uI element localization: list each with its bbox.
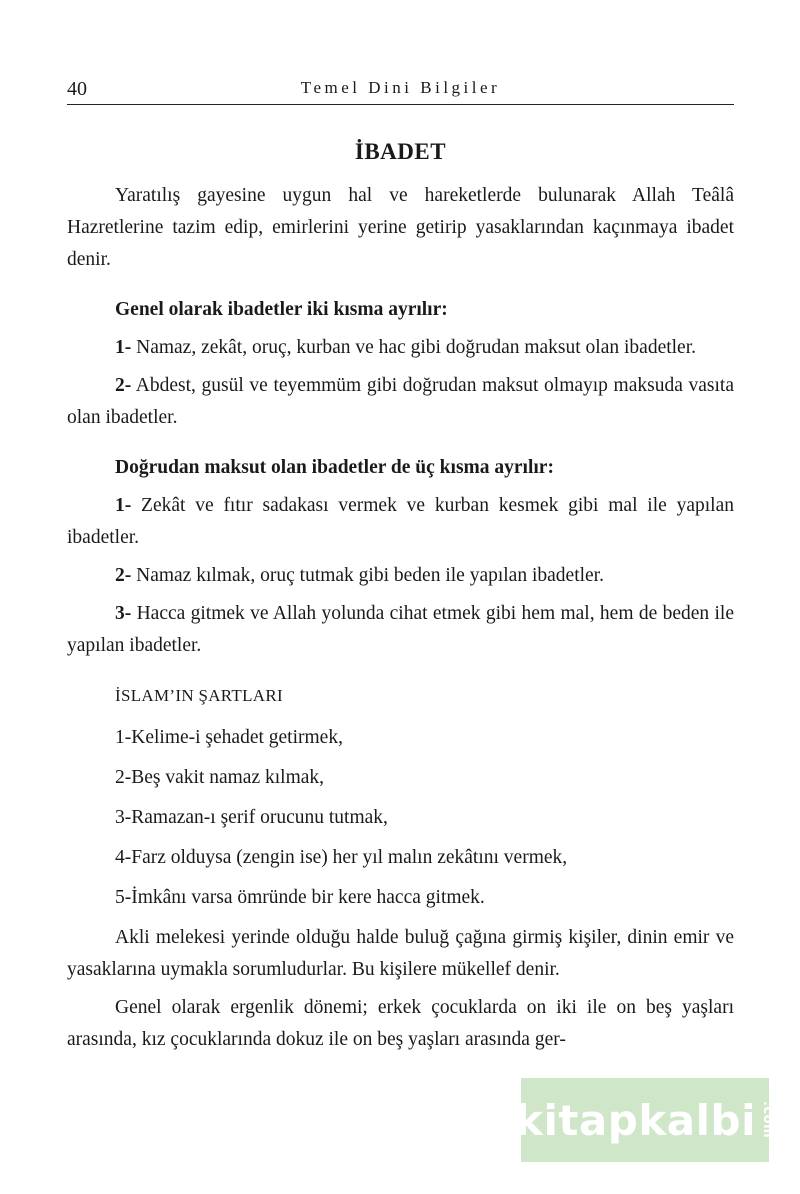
item-text: Zekât ve fıtır sadakası vermek ve kurban kesmek gibi mal ile yapılan ibadetler. [67,495,734,548]
page-number: 40 [67,78,87,100]
ergenlik-paragraph: Genel olarak ergenlik dönemi; erkek çocuklarda on iki ile on beş yaşları arasında, kız çocuklarında dokuz ile on beş yaşları arasında ger- [67,997,734,1050]
item-number: 2- [115,565,132,586]
watermark-text: kitapkalbi [515,1095,756,1145]
section3-heading: İSLAM’IN ŞARTLARI [115,686,283,705]
intro-paragraph: Yaratılış gayesine uygun hal ve hareketlerde bulunarak Allah Teâlâ Hazretlerine tazim edip, emirlerini yerine getirip yasaklarından kaçınmaya ibadet denir. [67,185,734,270]
watermark-suffix: .com [759,1101,775,1139]
item-number: 2- [115,375,132,396]
item-text: Namaz, zekât, oruç, kurban ve hac gibi doğrudan maksut olan ibadetler. [131,337,697,358]
section2-item [67,490,734,554]
section2-item [67,598,734,662]
section2-item [67,560,734,592]
running-title: Temel Dini Bilgiler [300,78,501,97]
list-item: 1-Kelime-i şehadet getirmek, [115,727,343,748]
item-number: 3- [115,603,132,624]
item-number: 1- [115,337,132,358]
list-item: 3-Ramazan-ı şerif orucunu tutmak, [115,807,388,828]
section1-heading: Genel olarak ibadetler iki kısma ayrılır: [115,299,448,320]
section1-item [67,332,734,364]
watermark-logo [515,1078,775,1162]
list-item: 2-Beş vakit namaz kılmak, [115,767,325,788]
section2-heading: Doğrudan maksut olan ibadetler de üç kısma ayrılır: [115,457,554,478]
page-content [67,136,734,1056]
item-text: Hacca gitmek ve Allah yolunda cihat etmek gibi hem mal, hem de beden ile yapılan ibadetler. [67,603,734,656]
item-text: Namaz kılmak, oruç tutmak gibi beden ile yapılan ibadetler. [131,565,604,586]
list-item: 4-Farz olduysa (zengin ise) her yıl malın zekâtını vermek, [115,847,568,868]
running-header [67,78,734,105]
mukellef-paragraph: Akli melekesi yerinde olduğu halde buluğ çağına girmiş kişiler, dinin emir ve yasaklarına uymakla sorumludurlar. Bu kişilere mükellef denir. [67,927,734,980]
item-text: Abdest, gusül ve teyemmüm gibi doğrudan maksut olmayıp maksuda vasıta olan ibadetler. [67,375,734,428]
section1-item [67,370,734,434]
list-item: 5-İmkânı varsa ömründe bir kere hacca gitmek. [115,887,485,908]
item-number: 1- [115,495,132,516]
chapter-title: İBADET [354,139,447,164]
